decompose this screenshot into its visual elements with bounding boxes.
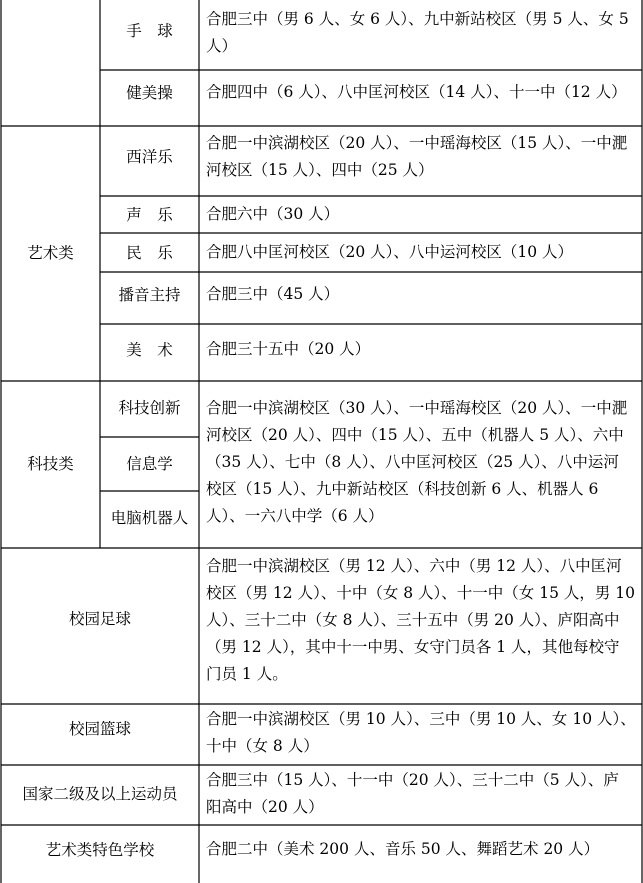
- schools-art-school: [206, 836, 599, 863]
- category-athlete: 国家二级及以上运动员: [22, 785, 178, 803]
- school-line: 合肥三中（45 人）: [206, 285, 340, 303]
- school-line: （男 12 人），其中十一中男、女守门员各 1 人，其他每校守: [206, 638, 620, 656]
- school-line: 合肥六中（30 人）: [206, 205, 340, 223]
- schools-fine-arts: [206, 336, 370, 363]
- school-line: 合肥二中（美术 200 人、音乐 50 人、舞蹈艺术 20 人）: [206, 840, 600, 858]
- school-line: 合肥八中匡河校区（20 人）、八中运河校区（10 人）: [206, 243, 574, 261]
- category-tech: 科技类: [27, 455, 74, 473]
- school-line: 合肥三十五中（20 人）: [206, 340, 371, 358]
- schools-broadcasting: [206, 281, 339, 308]
- schools-basketball: [206, 706, 636, 760]
- school-line: 河校区（15 人）、四中（25 人）: [206, 161, 434, 179]
- subcategory-western-music: 西洋乐: [126, 148, 173, 166]
- subcategory-folk-music: 民 乐: [126, 244, 173, 262]
- schools-football: [206, 553, 635, 688]
- schools-aerobics: [206, 79, 627, 106]
- school-line: 合肥三中（15 人）、十一中（20 人）、三十二中（5 人）、庐: [206, 771, 619, 789]
- category-football: 校园足球: [68, 610, 131, 628]
- school-line: 人）、三十二中（女 8 人）、三十五中（男 20 人）、庐阳高中: [206, 611, 620, 629]
- subcategory-tech-innovation: 科技创新: [118, 399, 181, 417]
- subcategory-handball: 手 球: [126, 22, 173, 40]
- category-basketball: 校园篮球: [68, 720, 131, 738]
- school-line: 合肥一中滨湖校区（30 人）、一中瑶海校区（20 人）、一中淝: [206, 399, 628, 417]
- category-art: 艺术类: [27, 244, 74, 262]
- school-line: 合肥三中（男 6 人、女 6 人）、九中新站校区（男 5 人、女 5: [206, 10, 629, 28]
- school-line: 校区（男 12 人）、十中（女 8 人）、十一中（女 15 人，男 10: [206, 584, 636, 602]
- school-line: 校区（15 人）、九中新站校区（科技创新 6 人、机器人 6: [206, 480, 599, 498]
- school-line: 阳高中（20 人）: [206, 798, 324, 816]
- schools-athlete: [206, 767, 619, 821]
- subcategory-vocal: 声 乐: [126, 206, 173, 224]
- school-line: 河校区（20 人）、四中（15 人）、五中（机器人 5 人）、六中: [206, 426, 624, 444]
- category-art-school: 艺术类特色学校: [45, 841, 155, 859]
- subcategory-robotics: 电脑机器人: [110, 509, 189, 527]
- school-line: 合肥一中滨湖校区（男 10 人）、三中（男 10 人、女 10 人）、: [206, 710, 636, 728]
- school-line: 合肥四中（6 人）、八中匡河校区（14 人）、十一中（12 人）: [206, 83, 627, 101]
- schools-handball: [206, 6, 629, 60]
- school-line: 合肥一中滨湖校区（20 人）、一中瑶海校区（15 人）、一中淝: [206, 134, 628, 152]
- school-line: 人）: [206, 37, 238, 55]
- school-line: 合肥一中滨湖校区（男 12 人）、六中（男 12 人）、八中匡河: [206, 557, 622, 575]
- schools-western-music: [206, 130, 627, 184]
- subcategory-informatics: 信息学: [126, 455, 173, 473]
- school-line: 十中（女 8 人）: [206, 737, 319, 755]
- schools-folk-music: [206, 239, 573, 266]
- schools-vocal: [206, 201, 339, 228]
- subcategory-broadcasting: 播音主持: [118, 286, 181, 304]
- school-line: 人）、一六八中学（6 人）: [206, 507, 384, 525]
- schools-tech: [206, 395, 627, 530]
- subcategory-aerobics: 健美操: [126, 84, 173, 102]
- subcategory-fine-arts: 美 术: [126, 341, 173, 359]
- school-line: 门员 1 人。: [206, 665, 288, 683]
- school-line: （35 人）、七中（8 人）、八中匡河校区（25 人）、八中运河: [206, 453, 619, 471]
